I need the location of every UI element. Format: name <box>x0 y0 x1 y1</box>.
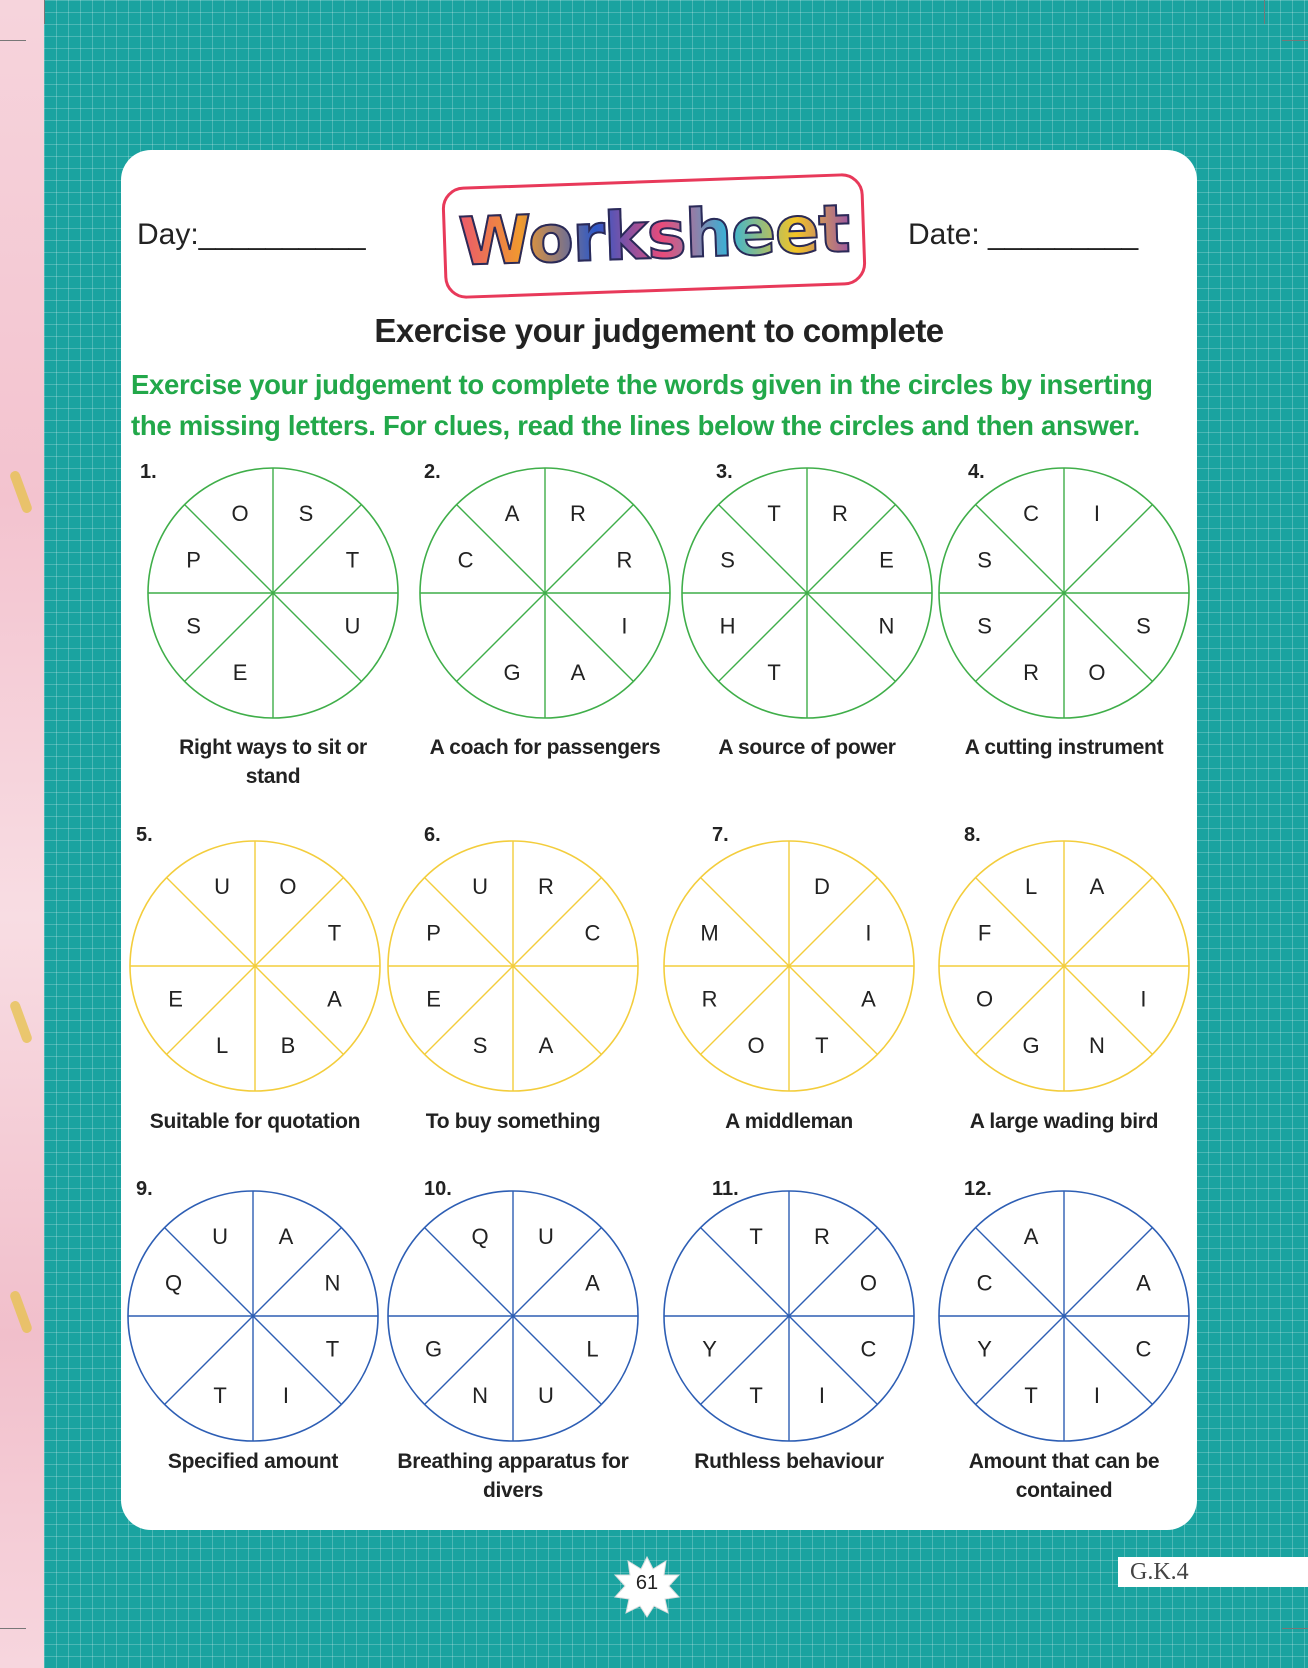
puzzle-letter: T <box>767 659 781 685</box>
puzzle-letter: C <box>976 1270 993 1296</box>
puzzle-clue: Ruthless behaviour <box>694 1450 884 1473</box>
puzzle-letter: R <box>537 874 554 900</box>
puzzle-letter: R <box>831 501 848 527</box>
puzzle-letter: O <box>279 874 297 900</box>
puzzle-number: 1. <box>140 461 157 483</box>
date-field-label: Date: _________ <box>908 218 1139 251</box>
puzzle-letter: A <box>327 986 342 1012</box>
puzzle-12 <box>939 1178 1189 1502</box>
puzzle-letter: U <box>214 874 231 900</box>
puzzle-letter: R <box>569 501 586 527</box>
puzzle-letter: B <box>280 1032 296 1058</box>
puzzle-letter: S <box>977 613 992 639</box>
puzzle-letter: T <box>815 1032 829 1058</box>
puzzle-letter: C <box>457 547 474 573</box>
puzzle-letter: C <box>584 920 601 946</box>
puzzle-clue: Suitable for quotation <box>149 1110 361 1133</box>
puzzle-letter: R <box>701 986 718 1012</box>
puzzle-letter: T <box>213 1382 227 1408</box>
puzzle-letter: N <box>1088 1032 1105 1058</box>
puzzle-clue: Breathing apparatus for <box>397 1450 629 1473</box>
puzzle-letter: E <box>879 547 894 573</box>
puzzle-number: 8. <box>964 824 981 846</box>
puzzle-5 <box>130 824 380 1133</box>
puzzle-letter: O <box>859 1270 878 1296</box>
puzzle-clue: Specified amount <box>167 1450 339 1473</box>
puzzle-letter: I <box>282 1382 289 1408</box>
puzzle-letter: I <box>1140 986 1147 1012</box>
puzzle-clue: stand <box>245 765 301 788</box>
puzzle-clue: Amount that can be <box>968 1450 1160 1473</box>
puzzle-letter: T <box>327 920 342 946</box>
puzzle-letter: S <box>977 547 992 573</box>
puzzle-letter: L <box>586 1336 599 1362</box>
worksheet-badge-text: Worksheet <box>445 190 863 281</box>
puzzle-letter: Q <box>471 1224 489 1250</box>
puzzle-letter: A <box>278 1224 294 1250</box>
puzzle-clue: A coach for passengers <box>429 736 661 759</box>
puzzle-letter: I <box>865 920 872 946</box>
puzzle-letter: Y <box>977 1336 992 1362</box>
puzzle-letter: T <box>325 1336 340 1362</box>
puzzle-9 <box>128 1178 378 1473</box>
puzzle-letter: C <box>1023 501 1040 527</box>
puzzle-letter: R <box>616 547 633 573</box>
puzzle-letter: E <box>168 986 183 1012</box>
puzzle-10 <box>388 1178 638 1502</box>
puzzle-letter: G <box>424 1336 443 1362</box>
puzzle-number: 2. <box>424 461 441 483</box>
puzzle-11 <box>664 1178 914 1473</box>
puzzle-letter: H <box>719 613 736 639</box>
puzzle-7 <box>664 824 914 1133</box>
puzzle-1 <box>140 461 398 788</box>
puzzle-letter: E <box>232 659 248 685</box>
puzzle-number: 6. <box>424 824 441 846</box>
puzzle-8 <box>939 824 1189 1133</box>
puzzle-letter: L <box>215 1032 229 1058</box>
puzzle-4 <box>939 461 1189 759</box>
puzzle-letter: M <box>700 920 719 946</box>
puzzle-letter: S <box>186 613 201 639</box>
puzzle-letter: I <box>621 613 628 639</box>
puzzle-letter: N <box>324 1270 341 1296</box>
puzzle-number: 9. <box>136 1178 153 1200</box>
puzzle-6 <box>388 824 638 1133</box>
puzzle-number: 5. <box>136 824 153 846</box>
puzzle-letter: A <box>570 659 586 685</box>
instructions-text: Exercise your judgement to complete the words given in the circles by inserting the missing letters. For clues, read the lines below the circles and then answer. <box>131 369 1153 441</box>
puzzle-clue: A large wading bird <box>969 1110 1159 1133</box>
puzzle-clue: A middleman <box>725 1110 853 1133</box>
page-number: 61 <box>635 1572 659 1594</box>
puzzle-letter: T <box>749 1382 763 1408</box>
puzzle-letter: F <box>977 920 992 946</box>
puzzle-letter: U <box>344 613 361 639</box>
puzzle-letter: C <box>860 1336 877 1362</box>
book-code: G.K.4 <box>1118 1557 1308 1587</box>
puzzle-letter: G <box>503 659 521 685</box>
puzzle-number: 4. <box>968 461 985 483</box>
puzzle-letter: N <box>472 1382 489 1408</box>
puzzle-letter: I <box>1093 501 1100 527</box>
puzzle-letter: U <box>537 1382 554 1408</box>
puzzle-letter: D <box>813 874 830 900</box>
day-field-label: Day:__________ <box>137 218 366 251</box>
puzzle-letter: O <box>747 1032 765 1058</box>
puzzle-letter: S <box>720 547 735 573</box>
puzzle-number: 10. <box>424 1178 452 1200</box>
puzzle-letter: T <box>345 547 360 573</box>
puzzle-letter: R <box>813 1224 830 1250</box>
puzzle-letter: S <box>472 1032 488 1058</box>
puzzle-letter: Q <box>164 1270 183 1296</box>
puzzle-letter: A <box>585 1270 600 1296</box>
puzzle-letter: C <box>1135 1336 1152 1362</box>
puzzle-letter: O <box>231 501 249 527</box>
puzzle-letter: A <box>504 501 520 527</box>
puzzle-clue: To buy something <box>425 1110 601 1133</box>
puzzle-letter: G <box>1022 1032 1040 1058</box>
puzzle-clue: contained <box>1015 1479 1113 1502</box>
puzzle-letter: T <box>767 501 781 527</box>
puzzle-number: 7. <box>712 824 729 846</box>
puzzle-letter: R <box>1023 659 1040 685</box>
puzzle-2 <box>420 461 670 759</box>
puzzle-clue: A source of power <box>718 736 896 759</box>
puzzle-letter: T <box>1024 1382 1038 1408</box>
puzzle-letter: A <box>1136 1270 1151 1296</box>
puzzle-letter: I <box>1093 1382 1100 1408</box>
puzzle-letter: S <box>298 501 314 527</box>
puzzle-letter: P <box>186 547 201 573</box>
page-title: Exercise your judgement to complete <box>374 312 944 349</box>
puzzle-number: 11. <box>712 1178 739 1200</box>
puzzle-clue: Right ways to sit or <box>179 736 367 759</box>
puzzle-letter: S <box>1136 613 1151 639</box>
puzzle-letter: A <box>1089 874 1105 900</box>
puzzle-clue: divers <box>482 1479 544 1502</box>
puzzle-letter: U <box>212 1224 229 1250</box>
puzzle-letter: O <box>975 986 994 1012</box>
puzzle-letter: A <box>861 986 876 1012</box>
puzzle-letter: N <box>878 613 895 639</box>
puzzle-clue: A cutting instrument <box>964 736 1164 759</box>
puzzle-letter: I <box>818 1382 825 1408</box>
puzzle-letter: T <box>749 1224 763 1250</box>
puzzle-letter: A <box>538 1032 554 1058</box>
puzzle-number: 3. <box>716 461 733 483</box>
puzzle-letter: P <box>426 920 441 946</box>
puzzle-letter: Y <box>702 1336 717 1362</box>
puzzle-letter: L <box>1024 874 1038 900</box>
puzzle-number: 12. <box>964 1178 992 1200</box>
puzzle-letter: U <box>537 1224 554 1250</box>
puzzle-letter: O <box>1088 659 1106 685</box>
puzzle-letter: E <box>426 986 441 1012</box>
puzzle-letter: A <box>1023 1224 1039 1250</box>
puzzle-letter: U <box>472 874 489 900</box>
puzzle-3 <box>682 461 932 759</box>
